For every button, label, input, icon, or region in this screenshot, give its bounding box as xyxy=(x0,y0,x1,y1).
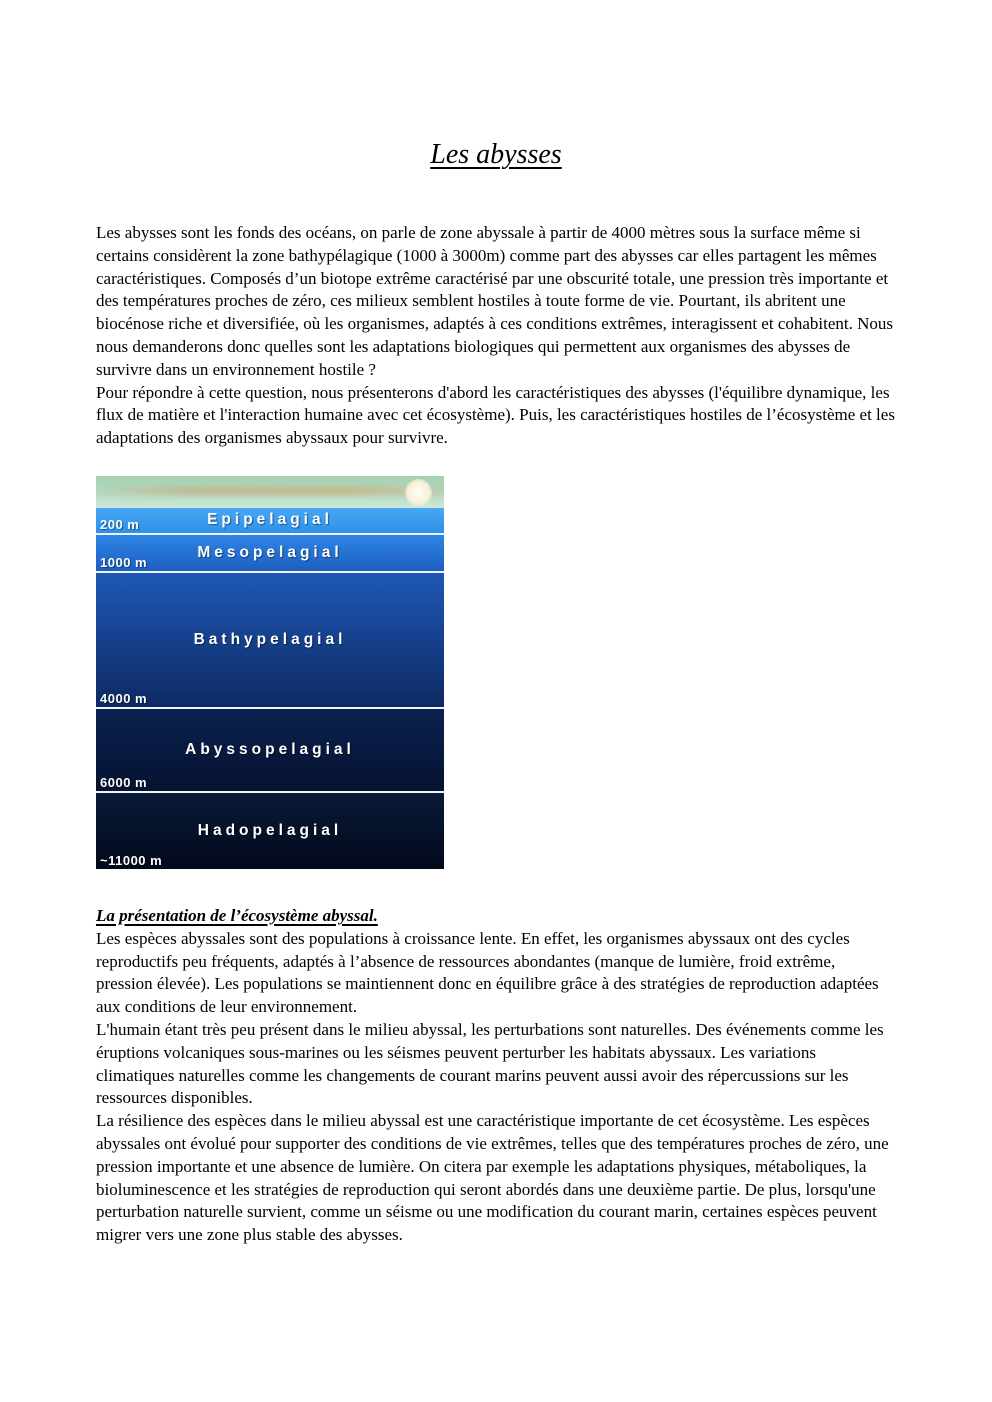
zone-abyssopelagial xyxy=(96,709,444,793)
section-paragraph: Les espèces abyssales sont des populations à croissance lente. En effet, les organismes abyssaux ont des cycles reproductifs peu fréquents, adaptés à l’absence de ressources abondantes (manque de lumière, froid extrême, pression élevée). Les populations se maintiennent donc en équilibre grâce à des stratégies de reproduction adaptées aux conditions de leur environnement. xyxy=(96,928,879,1017)
zone-hadopelagial xyxy=(96,793,444,869)
section-heading: La présentation de l’écosystème abyssal. xyxy=(96,905,378,925)
ocean-depth-diagram xyxy=(96,476,444,869)
section-paragraph: L'humain étant très peu présent dans le milieu abyssal, les perturbations sont naturelles. Des événements comme les éruptions volcaniques sous-marines ou les séismes peuvent perturber les habitats abyssaux. Les variations climatiques naturelles comme les changements de courant marins peuvent aussi avoir des répercussions sur les ressources disponibles. xyxy=(96,1019,884,1108)
section-text xyxy=(96,928,896,1247)
zone-depth-label: ~11000 m xyxy=(100,852,163,868)
cloud-band xyxy=(96,486,444,496)
zone-label: Bathypelagial xyxy=(193,630,347,648)
diagram-sky xyxy=(96,476,444,508)
intro-text xyxy=(96,222,896,450)
zone-label: Mesopelagial xyxy=(197,543,343,561)
zone-epipelagial xyxy=(96,508,444,535)
section-paragraph: La résilience des espèces dans le milieu abyssal est une caractéristique importante de cet écosystème. Les espèces abyssales ont évolué pour supporter des conditions de vie extrêmes, telles que des températures proches de zéro, une pression importante et une absence de lumière. On citera par exemple les adaptations physiques, métaboliques, la bioluminescence et les stratégies de reproduction qui seront abordés dans une deuxième partie. De plus, lorsqu'une perturbation naturelle survient, comme un séisme ou une modification du courant marin, certaines espèces peuvent migrer vers une zone plus stable des abysses. xyxy=(96,1111,889,1245)
zone-depth-label: 1000 m xyxy=(100,554,148,570)
zone-label: Abyssopelagial xyxy=(185,740,355,758)
zone-label: Hadopelagial xyxy=(197,821,343,839)
zone-mesopelagial xyxy=(96,535,444,573)
zone-depth-label: 200 m xyxy=(100,516,140,532)
intro-paragraph: Pour répondre à cette question, nous présenterons d'abord les caractéristiques des abysses (l'équilibre dynamique, les flux de matière et l'interaction humaine avec cet écosystème). Puis, les caractéristiques hostiles de l’écosystème et les adaptations des organismes abyssaux pour survivre. xyxy=(96,382,895,448)
zone-depth-label: 4000 m xyxy=(100,690,148,706)
intro-paragraph: Les abysses sont les fonds des océans, on parle de zone abyssale à partir de 4000 mètres sous la surface même si certains considèrent la zone bathypélagique (1000 à 3000m) comme part des abysses car elles partagent les mêmes caractéristiques. Composés d’un biotope extrême caractérisé par une obscurité totale, une pression très importante et des températures proches de zéro, ces milieux semblent hostiles à toute forme de vie. Pourtant, ils abritent une biocénose riche et diversifiée, où les organismes, adaptés à ces conditions extrêmes, interagissent et cohabitent. Nous nous demanderons donc quelles sont les adaptations biologiques qui permettent aux organismes des abysses de survivre dans un environnement hostile ? xyxy=(96,223,894,379)
zone-label: Epipelagial xyxy=(207,511,333,529)
zone-depth-label: 6000 m xyxy=(100,774,148,790)
zone-bathypelagial xyxy=(96,573,444,709)
sun-icon xyxy=(405,479,432,506)
document-title: Les abysses xyxy=(430,139,562,170)
